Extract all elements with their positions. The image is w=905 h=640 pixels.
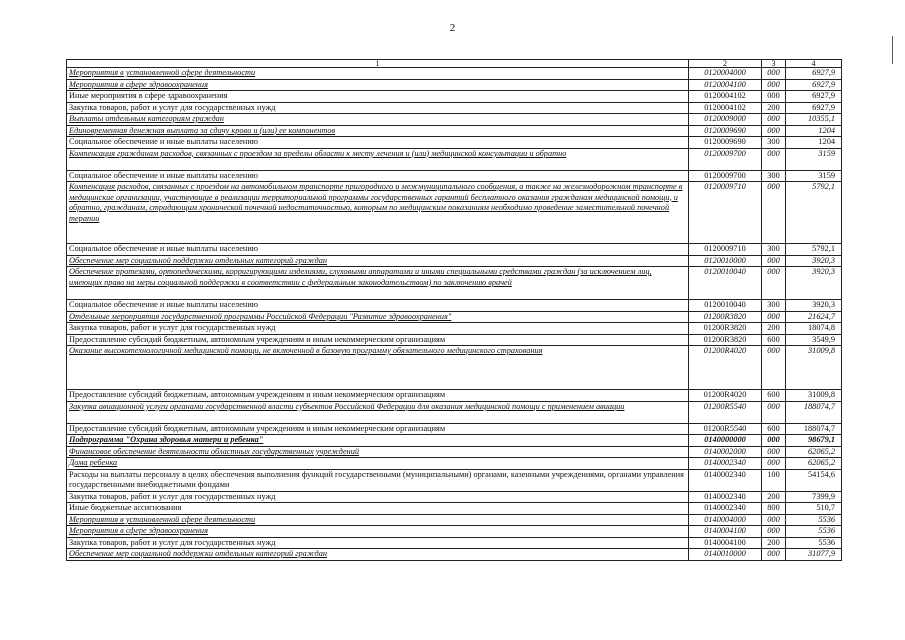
table-row [67, 537, 842, 549]
row-name-cell: Компенсация расходов, связанных с проездом на автомобильном транспорте пригородного и межмуниципального сообщения, а также на железнодорожном транспорте в медицинские организации, участвующие в реализации территориальной программы государственных гарантий бесплатного оказания гражданам медицинской помощи, и обратно, гражданам, страдающим хронической почечной недостаточностью, которым по медицинским показаниям необходимо проведение заместительной почечной терапии [67, 182, 689, 244]
table-row [67, 334, 842, 346]
row-code-cell: 0140002340 [689, 469, 762, 491]
row-code-cell: 0140002000 [689, 446, 762, 458]
table-row [67, 114, 842, 126]
budget-table [66, 59, 842, 561]
row-name-cell: Закупка товаров, работ и услуг для государственных нужд [67, 537, 689, 549]
row-sum-cell: 31009,8 [786, 390, 842, 402]
row-vr-cell: 000 [762, 125, 786, 137]
row-code-cell: 0120010040 [689, 300, 762, 312]
row-code-cell: 0140004000 [689, 514, 762, 526]
row-sum-cell: 6927,9 [786, 91, 842, 103]
row-sum-cell: 188074,7 [786, 423, 842, 435]
row-vr-cell: 000 [762, 114, 786, 126]
row-name-cell: Мероприятия в установленной сфере деятельности [67, 514, 689, 526]
table-row [67, 423, 842, 435]
row-vr-cell: 000 [762, 526, 786, 538]
table-row [67, 446, 842, 458]
table-row [67, 125, 842, 137]
row-name-cell: Дома ребенка [67, 458, 689, 470]
row-code-cell: 0140002340 [689, 491, 762, 503]
table-row [67, 323, 842, 335]
row-sum-cell: 6927,9 [786, 102, 842, 114]
row-sum-cell: 3920,3 [786, 255, 842, 267]
header-col-sum: 4 [786, 60, 842, 68]
row-sum-cell: 5792,1 [786, 244, 842, 256]
row-code-cell: 01200R3820 [689, 334, 762, 346]
row-code-cell: 0120004102 [689, 102, 762, 114]
row-name-cell: Расходы на выплаты персоналу в целях обеспечения выполнения функций государственными (муниципальными) органами, казенными учреждениями, органами управления государственными внебюджетными фондами [67, 469, 689, 491]
row-sum-cell: 62065,2 [786, 458, 842, 470]
row-vr-cell: 100 [762, 469, 786, 491]
table-row [67, 390, 842, 402]
row-sum-cell: 7399,9 [786, 491, 842, 503]
row-code-cell: 0120004000 [689, 68, 762, 80]
table-row [67, 137, 842, 149]
row-sum-cell: 5792,1 [786, 182, 842, 244]
row-sum-cell: 54154,6 [786, 469, 842, 491]
table-row [67, 148, 842, 170]
table-row [67, 401, 842, 423]
table-row [67, 244, 842, 256]
table-body [67, 68, 842, 561]
row-name-cell: Оказание высокотехнологичной медицинской помощи, не включенной в базовую программу обязательного медицинского страхования [67, 346, 689, 390]
row-vr-cell: 200 [762, 491, 786, 503]
row-sum-cell: 3920,3 [786, 300, 842, 312]
row-sum-cell: 3549,9 [786, 334, 842, 346]
row-sum-cell: 5536 [786, 537, 842, 549]
row-code-cell: 01200R4020 [689, 346, 762, 390]
row-sum-cell: 1204 [786, 125, 842, 137]
table-row [67, 170, 842, 182]
row-vr-cell: 000 [762, 549, 786, 561]
row-vr-cell: 000 [762, 435, 786, 447]
row-name-cell: Предоставление субсидий бюджетным, автономным учреждениям и иным некоммерческим организациям [67, 334, 689, 346]
row-vr-cell: 000 [762, 267, 786, 300]
row-vr-cell: 000 [762, 68, 786, 80]
row-code-cell: 0120009000 [689, 114, 762, 126]
row-vr-cell: 600 [762, 334, 786, 346]
row-name-cell: Иные бюджетные ассигнования [67, 503, 689, 515]
row-sum-cell: 10355,1 [786, 114, 842, 126]
row-name-cell: Социальное обеспечение и иные выплаты населению [67, 170, 689, 182]
row-vr-cell: 200 [762, 102, 786, 114]
row-sum-cell: 6927,9 [786, 68, 842, 80]
row-name-cell: Социальное обеспечение и иные выплаты населению [67, 137, 689, 149]
row-code-cell: 01200R3820 [689, 323, 762, 335]
row-vr-cell: 000 [762, 311, 786, 323]
table-row [67, 458, 842, 470]
row-code-cell: 01200R4020 [689, 390, 762, 402]
row-name-cell: Мероприятия в сфере здравоохранения [67, 79, 689, 91]
row-name-cell: Предоставление субсидий бюджетным, автономным учреждениям и иным некоммерческим организациям [67, 423, 689, 435]
table-row [67, 514, 842, 526]
row-sum-cell: 5536 [786, 526, 842, 538]
table-row [67, 503, 842, 515]
row-sum-cell: 21624,7 [786, 311, 842, 323]
row-name-cell: Иные мероприятия в сфере здравоохранения [67, 91, 689, 103]
row-sum-cell: 98679,1 [786, 435, 842, 447]
table-row [67, 469, 842, 491]
row-code-cell: 0140004100 [689, 537, 762, 549]
row-name-cell: Компенсация гражданам расходов, связанных с проездом за пределы области к месту лечения и (или) медицинской консультации и обратно [67, 148, 689, 170]
row-name-cell: Отдельные мероприятия государственной программы Российской Федерации "Развитие здравоохранения" [67, 311, 689, 323]
row-sum-cell: 3159 [786, 170, 842, 182]
row-vr-cell: 200 [762, 323, 786, 335]
row-vr-cell: 000 [762, 148, 786, 170]
row-vr-cell: 000 [762, 401, 786, 423]
table-row [67, 91, 842, 103]
row-code-cell: 01200R3820 [689, 311, 762, 323]
row-sum-cell: 5536 [786, 514, 842, 526]
row-vr-cell: 000 [762, 91, 786, 103]
row-name-cell: Предоставление субсидий бюджетным, автономным учреждениям и иным некоммерческим организациям [67, 390, 689, 402]
row-name-cell: Закупка товаров, работ и услуг для государственных нужд [67, 102, 689, 114]
page-number: 2 [449, 22, 456, 34]
table-header-row [67, 60, 842, 68]
table-row [67, 79, 842, 91]
row-code-cell: 01200R5540 [689, 401, 762, 423]
row-sum-cell: 62065,2 [786, 446, 842, 458]
row-code-cell: 0120004100 [689, 79, 762, 91]
row-sum-cell: 3159 [786, 148, 842, 170]
row-vr-cell: 200 [762, 537, 786, 549]
row-name-cell: Закупка авиационной услуги органами государственной власти субъектов Российской Федерации для оказания медицинской помощи с применением авиации [67, 401, 689, 423]
row-code-cell: 0140000000 [689, 435, 762, 447]
table-row [67, 267, 842, 300]
table-row [67, 255, 842, 267]
row-vr-cell: 000 [762, 446, 786, 458]
row-name-cell: Социальное обеспечение и иные выплаты населению [67, 300, 689, 312]
row-vr-cell: 600 [762, 390, 786, 402]
row-vr-cell: 000 [762, 79, 786, 91]
row-code-cell: 0140002340 [689, 458, 762, 470]
row-name-cell: Мероприятия в сфере здравоохранения [67, 526, 689, 538]
table-row [67, 300, 842, 312]
row-name-cell: Закупка товаров, работ и услуг для государственных нужд [67, 491, 689, 503]
row-vr-cell: 600 [762, 423, 786, 435]
row-code-cell: 0120009690 [689, 125, 762, 137]
row-sum-cell: 1204 [786, 137, 842, 149]
table-row [67, 549, 842, 561]
table-row [67, 346, 842, 390]
row-vr-cell: 300 [762, 170, 786, 182]
row-vr-cell: 000 [762, 514, 786, 526]
table-row [67, 435, 842, 447]
row-name-cell: Выплаты отдельным категориям граждан [67, 114, 689, 126]
table-row [67, 311, 842, 323]
row-sum-cell: 31009,8 [786, 346, 842, 390]
row-code-cell: 0140010000 [689, 549, 762, 561]
row-name-cell: Единовременная денежная выплата за сдачу крови и (или) ее компонентов [67, 125, 689, 137]
row-code-cell: 01200R5540 [689, 423, 762, 435]
row-vr-cell: 300 [762, 244, 786, 256]
row-vr-cell: 300 [762, 300, 786, 312]
row-sum-cell: 6927,9 [786, 79, 842, 91]
row-vr-cell: 000 [762, 255, 786, 267]
header-col-code: 2 [689, 60, 762, 68]
row-name-cell: Закупка товаров, работ и услуг для государственных нужд [67, 323, 689, 335]
row-name-cell: Подпрограмма "Охрана здоровья матери и ребенка" [67, 435, 689, 447]
row-vr-cell: 000 [762, 458, 786, 470]
table-row [67, 526, 842, 538]
row-name-cell: Обеспечение мер социальной поддержки отдельных категорий граждан [67, 255, 689, 267]
row-code-cell: 0120009700 [689, 170, 762, 182]
row-name-cell: Обеспечение мер социальной поддержки отдельных категорий граждан [67, 549, 689, 561]
header-col-name: 1 [67, 60, 689, 68]
row-sum-cell: 31077,9 [786, 549, 842, 561]
row-sum-cell: 188074,7 [786, 401, 842, 423]
row-code-cell: 0120009700 [689, 148, 762, 170]
header-col-vr: 3 [762, 60, 786, 68]
row-name-cell: Обеспечение протезами, ортопедическими, корригирующими изделиями, слуховыми аппаратами и иными специальными средствами граждан (за исключением лиц, имеющих право на меры социальной поддержки в соответствии с федеральным законодательством) по заключению врачей [67, 267, 689, 300]
row-code-cell: 0140002340 [689, 503, 762, 515]
row-code-cell: 0120004102 [689, 91, 762, 103]
row-vr-cell: 300 [762, 137, 786, 149]
row-code-cell: 0120010040 [689, 267, 762, 300]
table-row [67, 491, 842, 503]
row-code-cell: 0120009710 [689, 182, 762, 244]
row-sum-cell: 18074,8 [786, 323, 842, 335]
row-sum-cell: 3920,3 [786, 267, 842, 300]
table-row [67, 68, 842, 80]
row-name-cell: Финансовое обеспечение деятельности областных государственных учреждений [67, 446, 689, 458]
row-code-cell: 0120009690 [689, 137, 762, 149]
row-vr-cell: 000 [762, 346, 786, 390]
row-name-cell: Мероприятия в установленной сфере деятельности [67, 68, 689, 80]
row-vr-cell: 000 [762, 182, 786, 244]
row-vr-cell: 800 [762, 503, 786, 515]
row-code-cell: 0120009710 [689, 244, 762, 256]
row-sum-cell: 510,7 [786, 503, 842, 515]
margin-mark [892, 36, 893, 64]
table-row [67, 102, 842, 114]
row-code-cell: 0140004100 [689, 526, 762, 538]
row-code-cell: 0120010000 [689, 255, 762, 267]
row-name-cell: Социальное обеспечение и иные выплаты населению [67, 244, 689, 256]
table-row [67, 182, 842, 244]
